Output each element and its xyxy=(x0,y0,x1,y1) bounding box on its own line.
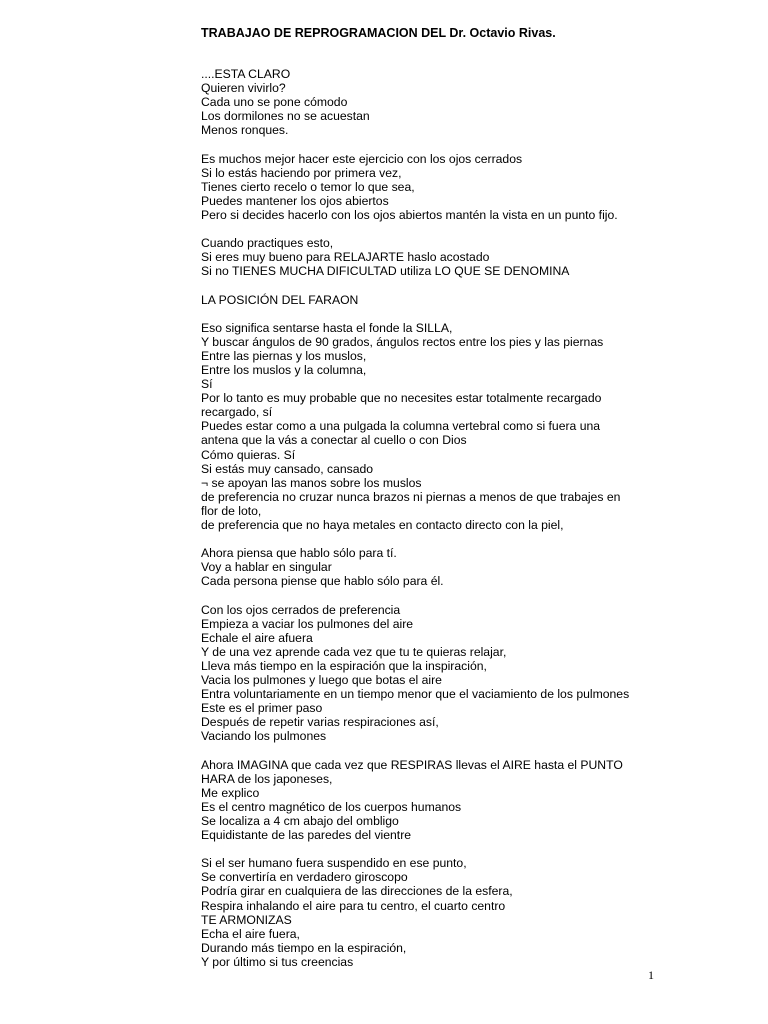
paragraph xyxy=(201,546,671,588)
text-line: Menos ronques. xyxy=(201,123,289,138)
text-line: Puedes mantener los ojos abiertos xyxy=(201,193,389,208)
text-line: Vacia los pulmones y luego que botas el aire xyxy=(201,673,442,688)
text-line: Entra voluntariamente en un tiempo menor que el vaciamiento de los pulmones xyxy=(201,687,630,702)
text-line: Por lo tanto es muy probable que no necesites estar totalmente recargado xyxy=(201,391,602,406)
text-line: Y buscar ángulos de 90 grados, ángulos rectos entre los pies y las piernas xyxy=(201,334,604,349)
document-title: TRABAJAO DE REPROGRAMACION DEL Dr. Octavio Rivas. xyxy=(201,26,556,40)
text-line: Empieza a vaciar los pulmones del aire xyxy=(201,616,414,631)
text-line: Cómo quieras. Sí xyxy=(201,447,296,462)
text-line: HARA de los japoneses, xyxy=(201,771,333,786)
document-body xyxy=(201,67,671,983)
text-line: Quieren vivirlo? xyxy=(201,81,286,96)
text-line: de preferencia que no haya metales en contacto directo con la piel, xyxy=(201,518,564,532)
text-line: Entre las piernas y los muslos, xyxy=(201,348,367,363)
text-line: Eso significa sentarse hasta el fonde la SILLA, xyxy=(201,320,453,335)
paragraph xyxy=(201,321,671,532)
text-line: Me explico xyxy=(201,785,260,800)
text-line: Se convertiría en verdadero giroscopo xyxy=(201,870,408,885)
paragraph xyxy=(201,758,671,843)
text-line: Si lo estás haciendo por primera vez, xyxy=(201,165,402,180)
text-line: Podría girar en cualquiera de las direcciones de la esfera, xyxy=(201,884,513,899)
text-line: Entre los muslos y la columna, xyxy=(201,362,367,377)
text-line: Tienes cierto recelo o temor lo que sea, xyxy=(201,179,415,194)
paragraph xyxy=(201,236,671,278)
text-line: Y por último si tus creencias xyxy=(201,954,354,969)
paragraph xyxy=(201,293,671,307)
text-line: Cada persona piense que hablo sólo para él. xyxy=(201,574,444,589)
text-line: Y de una vez aprende cada vez que tu te quieras relajar, xyxy=(201,644,507,659)
text-line: de preferencia no cruzar nunca brazos ni piernas a menos de que trabajes en xyxy=(201,489,621,504)
text-line: Puedes estar como a una pulgada la columna vertebral como si fuera una xyxy=(201,419,601,434)
text-line: Ahora IMAGINA que cada vez que RESPIRAS llevas el AIRE hasta el PUNTO xyxy=(201,757,623,772)
text-line: Vaciando los pulmones xyxy=(201,729,327,744)
text-line: flor de loto, xyxy=(201,503,262,518)
text-line: Lleva más tiempo en la espiración que la inspiración, xyxy=(201,658,487,673)
text-line: recargado, sí xyxy=(201,405,273,420)
text-line: antena que la vás a conectar al cuello o con Dios xyxy=(201,433,467,448)
text-line: Este es el primer paso xyxy=(201,701,323,716)
text-line: Echa el aire fuera, xyxy=(201,926,300,941)
page-number: 1 xyxy=(648,968,654,982)
text-line: Ahora piensa que hablo sólo para tí. xyxy=(201,546,397,561)
text-line: Se localiza a 4 cm abajo del ombligo xyxy=(201,813,399,828)
text-line: Después de repetir varias respiraciones así, xyxy=(201,715,439,730)
text-line: Los dormilones no se acuestan xyxy=(201,109,370,124)
paragraph xyxy=(201,152,671,222)
text-line: Durando más tiempo en la espiración, xyxy=(201,940,407,955)
text-line: Pero si decides hacerlo con los ojos abiertos mantén la vista en un punto fijo. xyxy=(201,207,618,222)
text-line: Si eres muy bueno para RELAJARTE haslo acostado xyxy=(201,250,490,265)
text-line: Echale el aire afuera xyxy=(201,630,313,645)
text-line: Si no TIENES MUCHA DIFICULTAD utiliza LO QUE SE DENOMINA xyxy=(201,264,570,279)
text-line: LA POSICIÓN DEL FARAON xyxy=(201,292,359,307)
text-line: Respira inhalando el aire para tu centro, el cuarto centro xyxy=(201,898,506,913)
paragraph xyxy=(201,67,671,137)
text-line: ¬ se apoyan las manos sobre los muslos xyxy=(201,475,422,490)
text-line: Equidistante de las paredes del vientre xyxy=(201,828,412,843)
text-line: Sí xyxy=(201,377,213,392)
text-line: Cuando practiques esto, xyxy=(201,236,334,251)
text-line: Con los ojos cerrados de preferencia xyxy=(201,602,401,617)
text-line: Voy a hablar en singular xyxy=(201,560,332,575)
text-line: TE ARMONIZAS xyxy=(201,912,292,927)
text-line: Es muchos mejor hacer este ejercicio con los ojos cerrados xyxy=(201,151,523,166)
text-line: Si estás muy cansado, cansado xyxy=(201,461,374,476)
text-line: ....ESTA CLARO xyxy=(201,67,291,81)
text-line: Cada uno se pone cómodo xyxy=(201,95,348,110)
paragraph xyxy=(201,603,671,744)
paragraph xyxy=(201,856,671,969)
text-line: Si el ser humano fuera suspendido en ese punto, xyxy=(201,856,467,871)
text-line: Es el centro magnético de los cuerpos humanos xyxy=(201,799,462,814)
